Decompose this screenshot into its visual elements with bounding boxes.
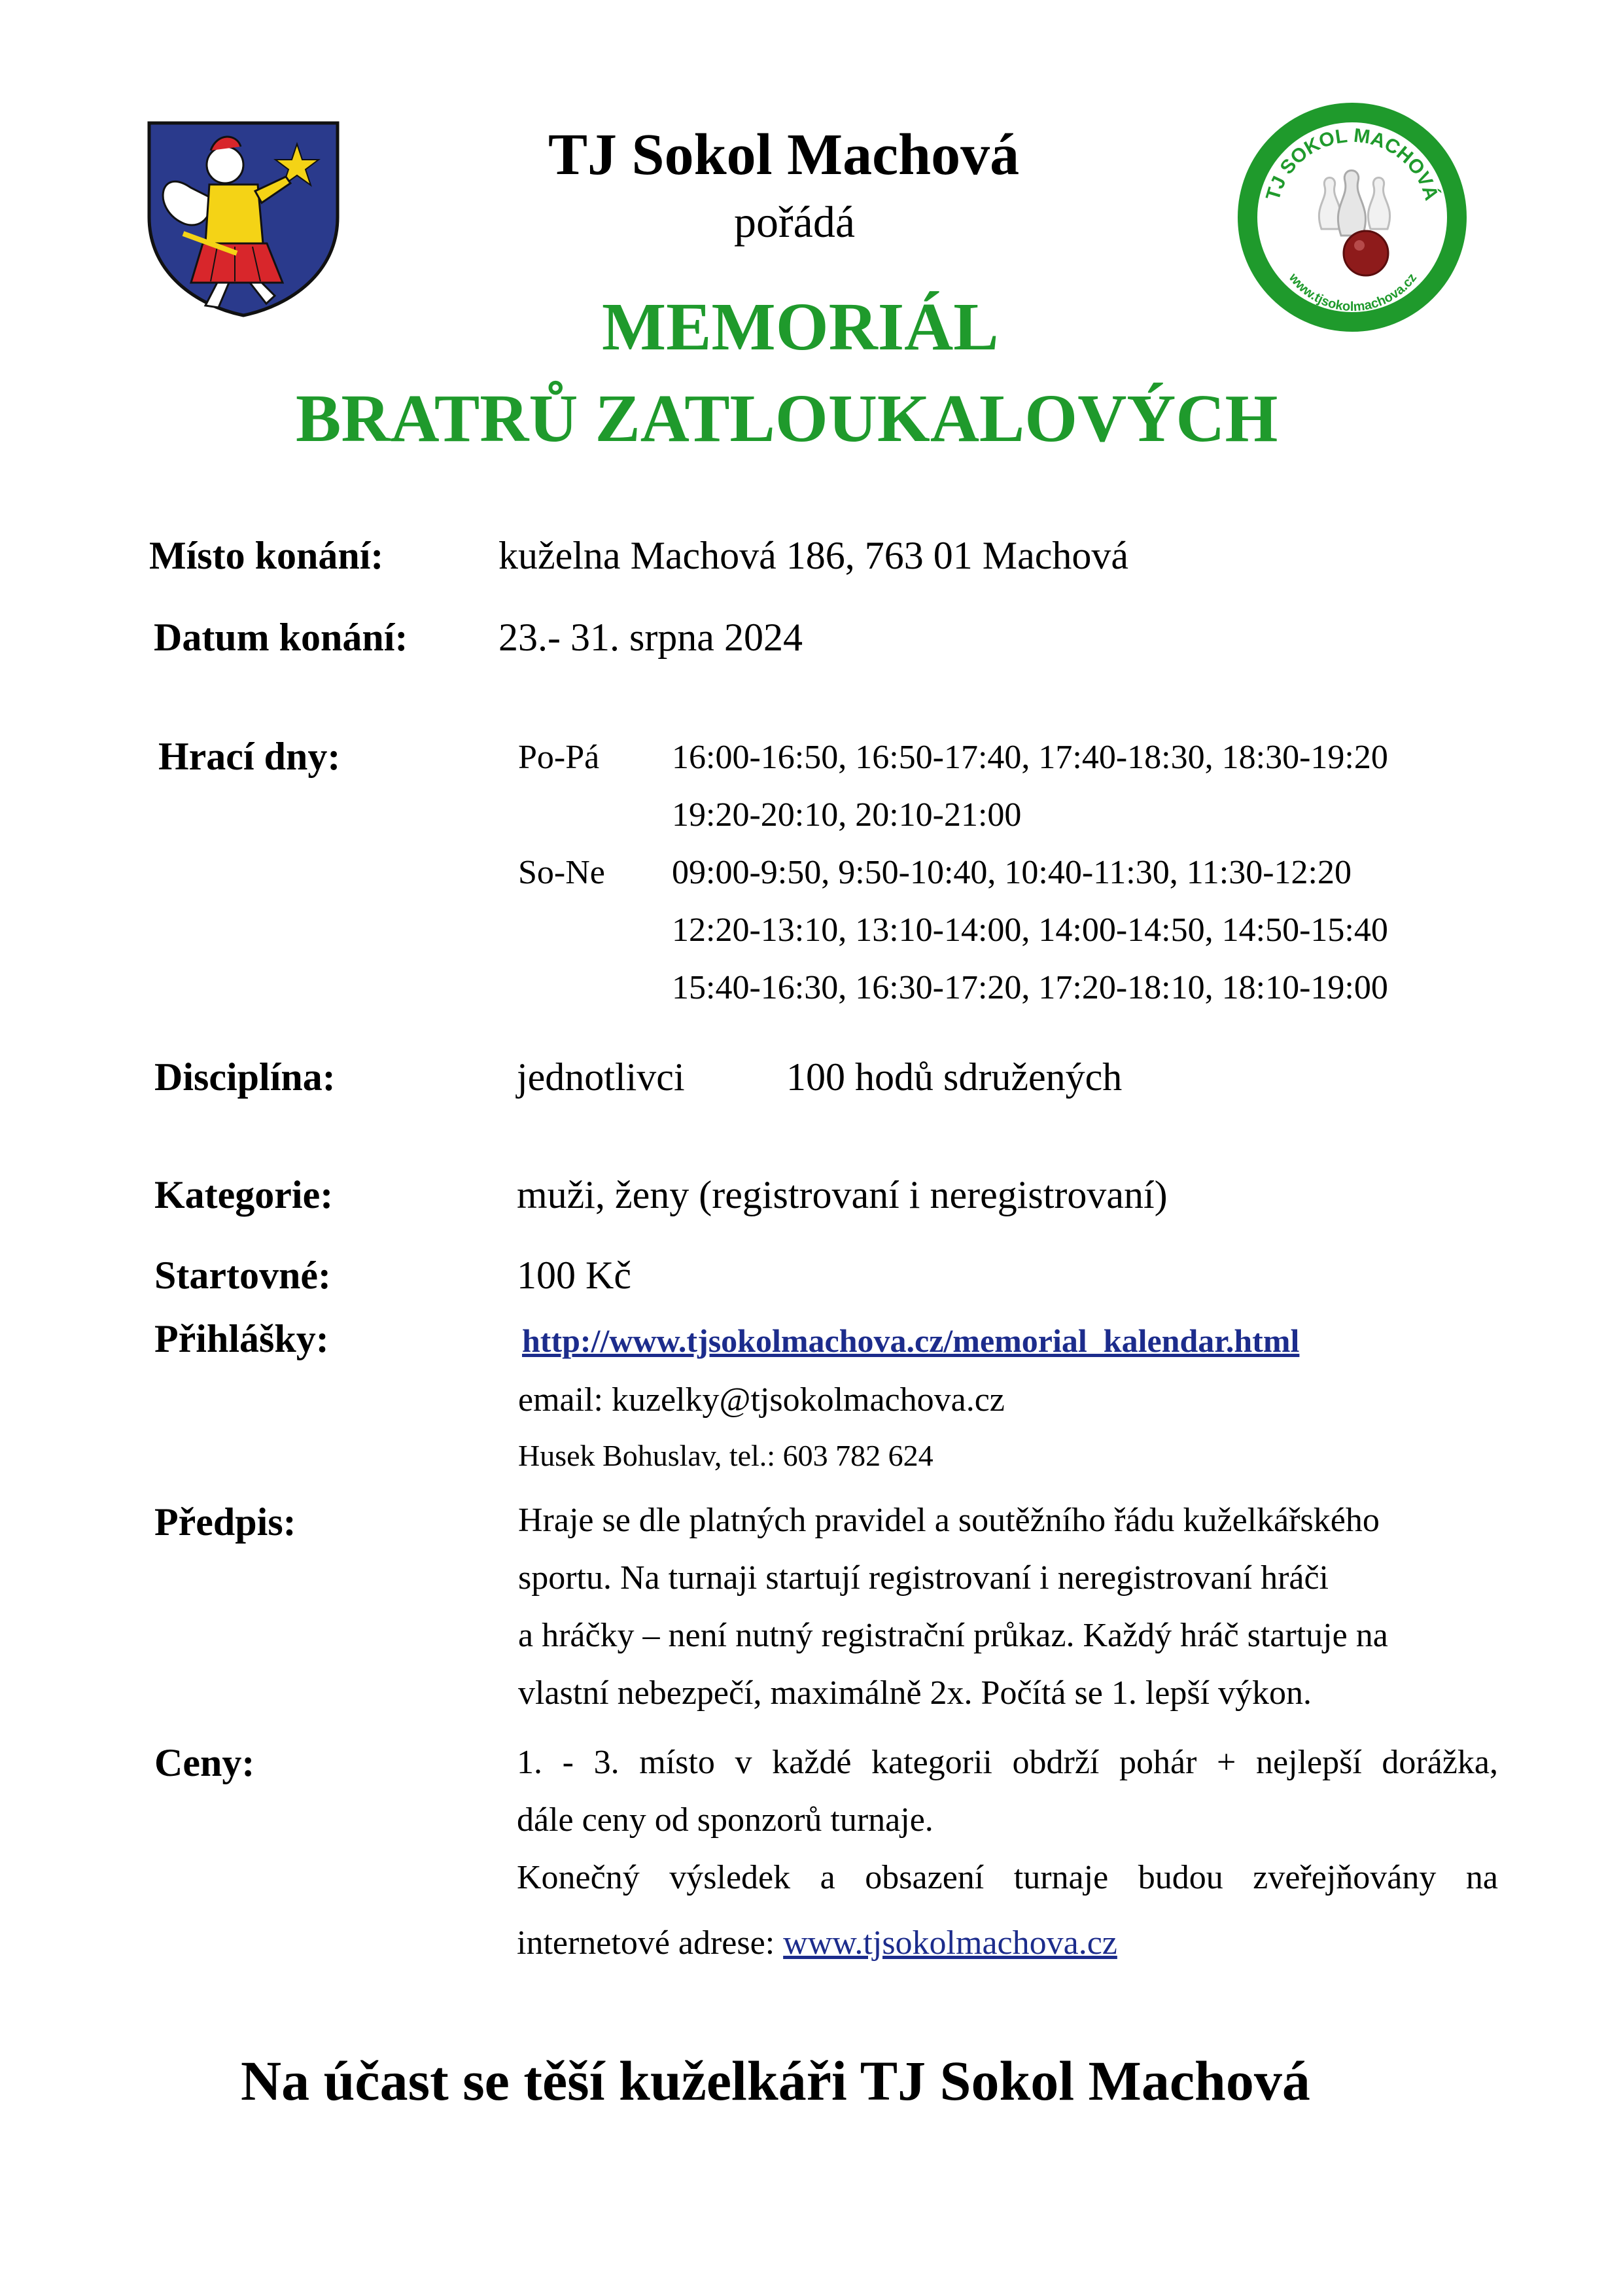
page-subtitle: pořádá	[734, 197, 856, 247]
rules-text	[518, 1492, 1499, 1722]
footer-text: Na účast se těší kuželkáři TJ Sokol Machová	[241, 2049, 1310, 2112]
rules-line: vlastní nebezpečí, maximálně 2x. Počítá se 1. lepší výkon.	[518, 1674, 1312, 1712]
results-line: Konečný výsledek a obsazení turnaje budou zveřejňovány na	[517, 1859, 1498, 1896]
signup-label: Přihlášky:	[154, 1317, 329, 1360]
play-days-label: Hrací dny:	[158, 735, 341, 778]
weekday-times-1: 16:00-16:50, 16:50-17:40, 17:40-18:30, 18:30-19:20	[672, 739, 1388, 776]
weekend-times-2: 12:20-13:10, 13:10-14:00, 14:00-14:50, 14:50-15:40	[672, 911, 1388, 949]
fee-value: 100 Kč	[517, 1254, 631, 1297]
signup-link[interactable]: http://www.tjsokolmachova.cz/memorial_kalendar.html	[522, 1322, 1300, 1359]
signup-email: email: kuzelky@tjsokolmachova.cz	[518, 1381, 1005, 1419]
prizes-text	[517, 1734, 1498, 1972]
discipline-value-2: 100 hodů sdružených	[786, 1055, 1123, 1099]
coat-of-arms-icon	[145, 119, 341, 319]
category-label: Kategorie:	[154, 1173, 334, 1216]
place-label: Místo konání:	[149, 534, 384, 577]
signup-contact: Husek Bohuslav, tel.: 603 782 624	[518, 1439, 934, 1472]
results-prefix: internetové adrese:	[517, 1924, 784, 1962]
results-link[interactable]: www.tjsokolmachova.cz	[783, 1924, 1117, 1962]
rules-line: sportu. Na turnaji startují registrovaní i neregistrovaní hráči	[518, 1559, 1329, 1597]
date-value: 23.- 31. srpna 2024	[498, 616, 803, 659]
rules-line: a hráčky – není nutný registrační průkaz. Každý hráč startuje na	[518, 1617, 1388, 1654]
rules-line: Hraje se dle platných pravidel a soutěžního řádu kuželkářského	[518, 1502, 1380, 1539]
category-value: muži, ženy (registrovaní i neregistrovaní)	[517, 1173, 1168, 1216]
weekend-times-1: 09:00-9:50, 9:50-10:40, 10:40-11:30, 11:30-12:20	[672, 854, 1352, 891]
event-title-line1: MEMORIÁL	[602, 289, 999, 364]
fee-label: Startovné:	[154, 1254, 331, 1297]
weekend-times-3: 15:40-16:30, 16:30-17:20, 17:20-18:10, 18:10-19:00	[672, 969, 1388, 1006]
weekday-label: Po-Pá	[518, 739, 600, 776]
page-title: TJ Sokol Machová	[548, 122, 1020, 187]
svg-text:www.tjsokolmachova.cz: www.tjsokolmachova.cz	[1285, 270, 1420, 315]
prizes-label: Ceny:	[154, 1741, 255, 1784]
prizes-line: 1. - 3. místo v každé kategorii obdrží pohár + nejlepší dorážka,	[517, 1744, 1498, 1781]
rules-label: Předpis:	[154, 1500, 296, 1544]
discipline-label: Disciplína:	[154, 1055, 336, 1099]
svg-text:TJ SOKOL MACHOVÁ: TJ SOKOL MACHOVÁ	[1262, 124, 1442, 203]
weekday-times-2: 19:20-20:10, 20:10-21:00	[672, 796, 1022, 834]
discipline-value: jednotlivci	[517, 1055, 685, 1099]
bowling-logo-icon	[1236, 101, 1469, 334]
place-value: kuželna Machová 186, 763 01 Machová	[498, 534, 1129, 577]
results-address-line	[517, 1915, 1498, 1972]
date-label: Datum konání:	[154, 616, 408, 659]
weekend-label: So-Ne	[518, 854, 605, 891]
prizes-line: dále ceny od sponzorů turnaje.	[517, 1801, 934, 1839]
event-title-line2: BRATRŮ ZATLOUKALOVÝCH	[296, 381, 1278, 456]
